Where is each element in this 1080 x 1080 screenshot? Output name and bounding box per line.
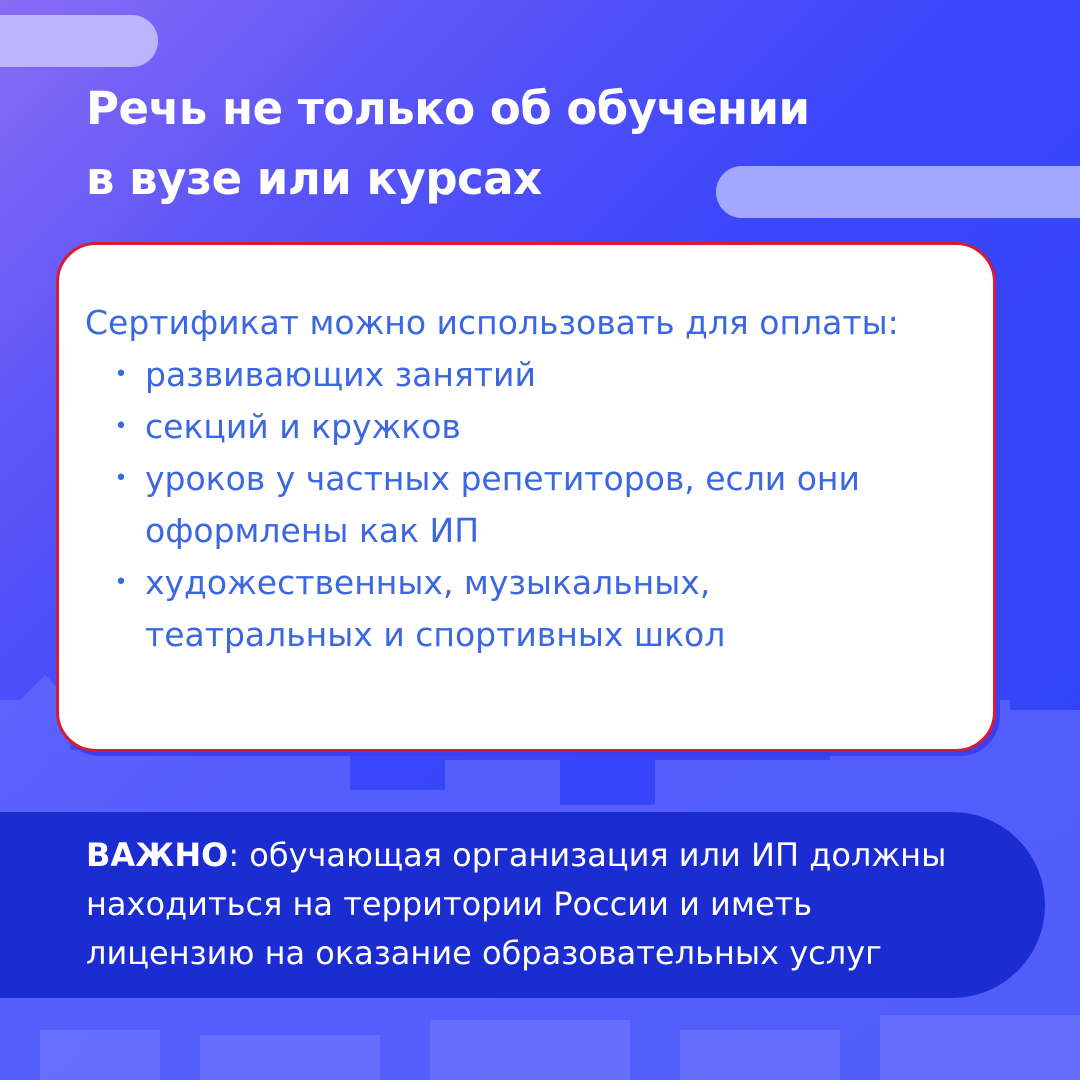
list-item-text: уроков у частных репетиторов, если они оформлены как ИП bbox=[145, 459, 860, 550]
card-lead-text: Сертификат можно использовать для оплаты: bbox=[85, 303, 899, 342]
list-item bbox=[59, 453, 969, 557]
important-note bbox=[86, 831, 1046, 978]
important-note-line-2: находиться на территории России и иметь bbox=[86, 885, 813, 923]
important-note-line-1 bbox=[86, 831, 1046, 880]
decorative-pill-top bbox=[0, 15, 158, 67]
bullet-icon: • bbox=[114, 466, 128, 491]
payment-options-list bbox=[59, 349, 969, 661]
important-note-text-1: : обучающая организация или ИП должны bbox=[228, 836, 947, 874]
list-item-text: секций и кружков bbox=[145, 407, 461, 446]
headline-line-1: Речь не только об обучении bbox=[86, 82, 810, 135]
important-note-line-3: лицензию на оказание образовательных услуг bbox=[86, 934, 882, 972]
list-item bbox=[59, 401, 969, 453]
important-label: ВАЖНО bbox=[86, 836, 229, 874]
info-card bbox=[56, 242, 996, 752]
list-item bbox=[59, 349, 969, 401]
list-item bbox=[59, 557, 969, 661]
bullet-icon: • bbox=[114, 570, 128, 595]
bullet-icon: • bbox=[114, 414, 128, 439]
list-item-text: развивающих занятий bbox=[145, 355, 536, 394]
list-item-text: художественных, музыкальных, театральных и спортивных школ bbox=[145, 563, 726, 654]
headline bbox=[86, 74, 846, 214]
bullet-icon: • bbox=[114, 362, 128, 387]
headline-line-2: в вузе или курсах bbox=[86, 152, 542, 205]
